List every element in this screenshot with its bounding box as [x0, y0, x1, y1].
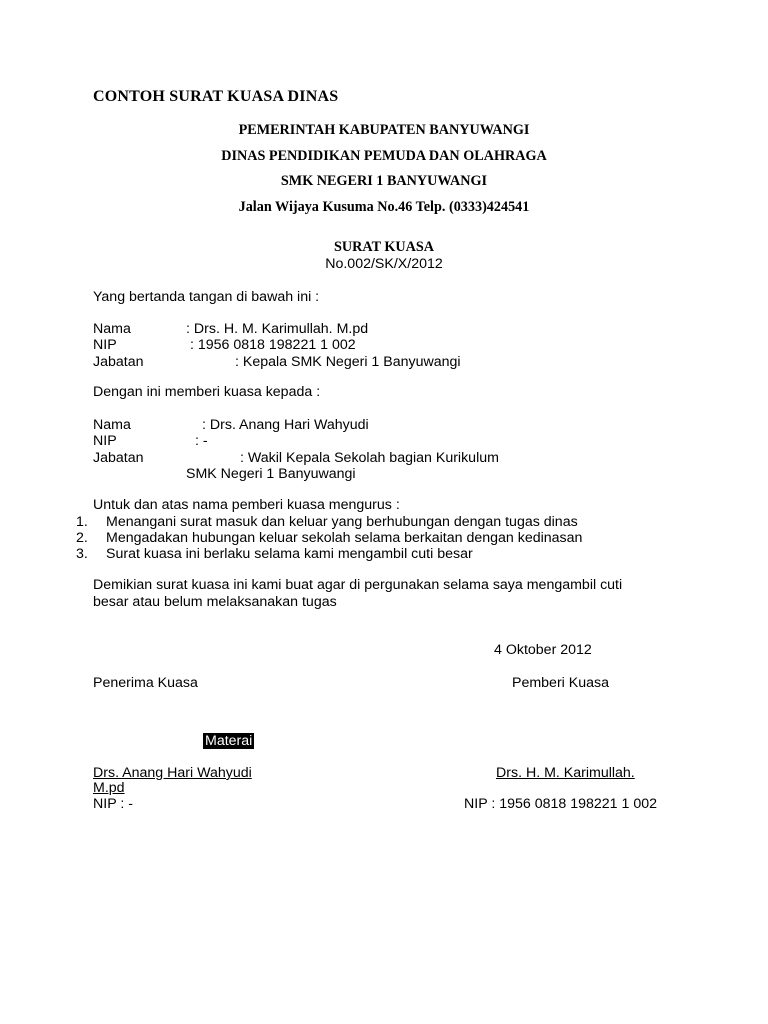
duty-number: 3. — [76, 546, 88, 562]
letter-title: SURAT KUASA — [334, 239, 434, 255]
duty-number: 2. — [76, 530, 88, 546]
giver-label: Pemberi Kuasa — [512, 675, 609, 691]
letterhead-school: SMK NEGERI 1 BANYUWANGI — [280, 173, 488, 189]
grantor-name-label: Nama — [93, 321, 131, 337]
receiver-nip: NIP : - — [93, 796, 133, 812]
grantee-name-label: Nama — [93, 417, 131, 433]
grantee-name-value: : Drs. Anang Hari Wahyudi — [202, 417, 369, 433]
letter-number: No.002/SK/X/2012 — [325, 256, 443, 272]
duty-text: Surat kuasa ini berlaku selama kami mengambil cuti besar — [106, 546, 473, 562]
giver-nip: NIP : 1956 0818 198221 1 002 — [464, 796, 658, 812]
letterhead-address: Jalan Wijaya Kusuma No.46 Telp. (0333)424541 — [238, 199, 530, 215]
stamp-duty-text: Materai — [205, 733, 253, 749]
grantor-position-label: Jabatan — [93, 354, 144, 370]
giver-signature-name: Drs. H. M. Karimullah. — [496, 765, 635, 781]
letterhead-government: PEMERINTAH KABUPATEN BANYUWANGI — [238, 122, 530, 138]
grantee-position-value-continued: SMK Negeri 1 Banyuwangi — [186, 466, 356, 482]
receiver-label: Penerima Kuasa — [93, 675, 198, 691]
grantee-position-value: : Wakil Kepala Sekolah bagian Kurikulum — [240, 450, 499, 466]
grantor-nip-value: : 1956 0818 198221 1 002 — [190, 337, 356, 353]
grantor-position-value: : Kepala SMK Negeri 1 Banyuwangi — [235, 354, 461, 370]
duty-text: Mengadakan hubungan keluar sekolah selama berkaitan dengan kedinasan — [106, 530, 583, 546]
grantor-nip-label: NIP — [93, 337, 117, 353]
letterhead-department: DINAS PENDIDIKAN PEMUDA DAN OLAHRAGA — [221, 148, 547, 164]
transfer-intro-text: Dengan ini memberi kuasa kepada : — [93, 384, 321, 400]
document-title: CONTOH SURAT KUASA DINAS — [93, 88, 339, 105]
purpose-intro-text: Untuk dan atas nama pemberi kuasa mengurus : — [93, 497, 400, 513]
closing-text-line1: Demikian surat kuasa ini kami buat agar di pergunakan selama saya mengambil cuti — [93, 577, 623, 593]
grantor-name-value: : Drs. H. M. Karimullah. M.pd — [186, 321, 369, 337]
duty-text: Menangani surat masuk dan keluar yang berhubungan dengan tugas dinas — [106, 514, 578, 530]
grantee-position-label: Jabatan — [93, 450, 144, 466]
intro-text: Yang bertanda tangan di bawah ini : — [93, 289, 320, 305]
letter-date: 4 Oktober 2012 — [494, 642, 592, 658]
stamp-duty-label — [203, 733, 254, 749]
receiver-signature-name: Drs. Anang Hari Wahyudi — [93, 765, 252, 781]
giver-signature-name-continued: M.pd — [93, 780, 125, 796]
grantee-nip-label: NIP — [93, 433, 117, 449]
closing-text-line2: besar atau belum melaksanakan tugas — [93, 594, 337, 610]
duty-number: 1. — [76, 514, 88, 530]
grantee-nip-value: : - — [195, 433, 208, 449]
